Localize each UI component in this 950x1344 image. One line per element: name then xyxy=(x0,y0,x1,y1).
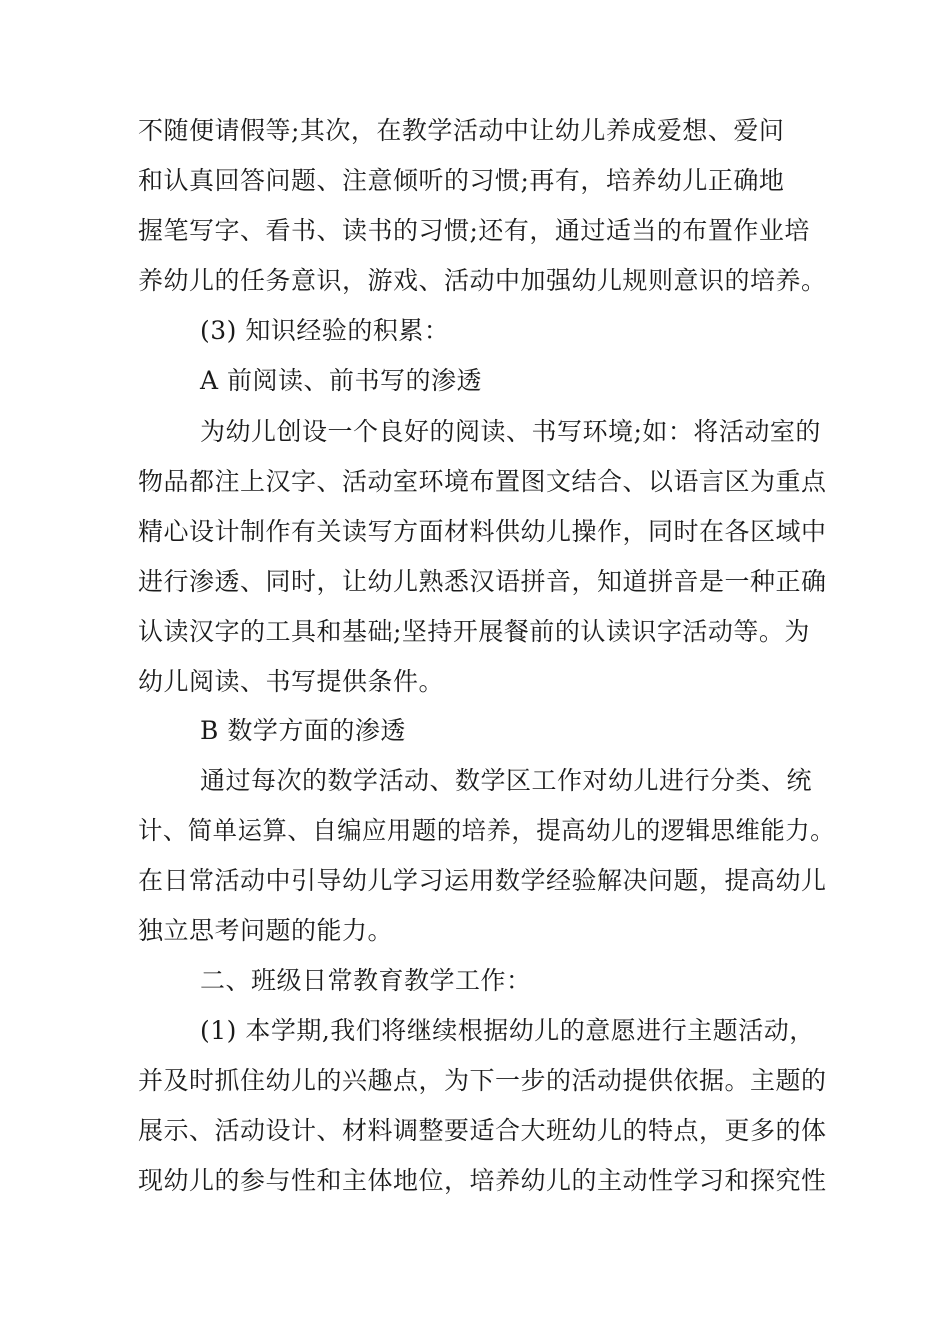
text-line: 展示、活动设计、材料调整要适合大班幼儿的特点，更多的体 xyxy=(138,1116,827,1145)
text-line: 养幼儿的任务意识，游戏、活动中加强幼儿规则意识的培养。 xyxy=(138,266,827,295)
paragraph-start-line: 通过每次的数学活动、数学区工作对幼儿进行分类、统 xyxy=(200,766,813,795)
text-line: 握笔写字、看书、读书的习惯;还有，通过适当的布置作业培 xyxy=(138,216,810,245)
paragraph-start-line: (1) 本学期,我们将继续根据幼儿的意愿进行主题活动， xyxy=(200,1016,815,1045)
paragraph-start-line: 为幼儿创设一个良好的阅读、书写环境;如：将活动室的 xyxy=(200,417,821,446)
text-line: 和认真回答问题、注意倾听的习惯;再有，培养幼儿正确地 xyxy=(138,166,785,195)
text-line: 精心设计制作有关读写方面材料供幼儿操作，同时在各区域中 xyxy=(138,517,827,546)
text-line: 幼儿阅读、书写提供条件。 xyxy=(138,667,445,696)
subsection-heading: A 前阅读、前书写的渗透 xyxy=(200,366,483,395)
text-line: 并及时抓住幼儿的兴趣点，为下一步的活动提供依据。主题的 xyxy=(138,1066,827,1095)
text-line: 物品都注上汉字、活动室环境布置图文结合、以语言区为重点 xyxy=(138,467,827,496)
text-line: 计、简单运算、自编应用题的培养，提高幼儿的逻辑思维能力。 xyxy=(138,816,836,845)
text-line: 现幼儿的参与性和主体地位，培养幼儿的主动性学习和探究性 xyxy=(138,1166,827,1195)
text-line: 在日常活动中引导幼儿学习运用数学经验解决问题，提高幼儿 xyxy=(138,866,827,895)
section-heading: (3) 知识经验的积累： xyxy=(200,316,450,345)
text-line: 进行渗透、同时，让幼儿熟悉汉语拼音，知道拼音是一种正确 xyxy=(138,567,827,596)
text-line: 认读汉字的工具和基础;坚持开展餐前的认读识字活动等。为 xyxy=(138,617,810,646)
section-heading: 二、班级日常教育教学工作： xyxy=(200,966,532,995)
text-line: 不随便请假等;其次，在教学活动中让幼儿养成爱想、爱问 xyxy=(138,116,785,145)
text-line: 独立思考问题的能力。 xyxy=(138,916,394,945)
subsection-heading: B 数学方面的渗透 xyxy=(200,716,406,745)
